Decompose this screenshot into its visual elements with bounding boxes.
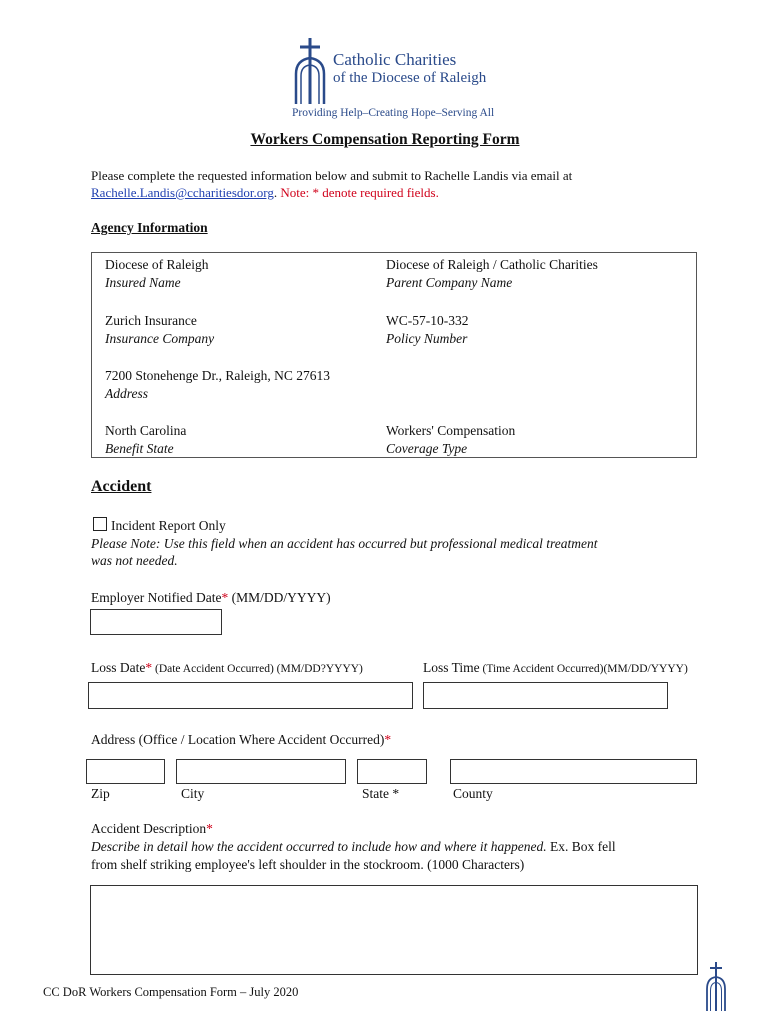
- accident-address-text: Address (Office / Location Where Accident Occurred): [91, 732, 385, 747]
- employer-notified-text: Employer Notified Date: [91, 590, 222, 605]
- cross-arch-logo-icon: [290, 38, 330, 106]
- benefit-state-label: Benefit State: [105, 441, 174, 456]
- insurance-company-value: Zurich Insurance: [105, 313, 197, 328]
- zip-label: Zip: [91, 786, 110, 801]
- coverage-type-value: Workers' Compensation: [386, 423, 516, 438]
- employer-notified-date-input[interactable]: [90, 609, 222, 635]
- insurance-company-label: Insurance Company: [105, 331, 215, 346]
- state-input[interactable]: [357, 759, 427, 784]
- policy-number-label: Policy Number: [386, 331, 468, 346]
- accident-description-label: [91, 821, 213, 837]
- agency-address-value: 7200 Stonehenge Dr., Raleigh, NC 27613: [105, 368, 330, 383]
- state-label: State *: [362, 786, 400, 801]
- coverage-type-label: Coverage Type: [386, 441, 468, 456]
- incident-report-checkbox[interactable]: [93, 517, 107, 531]
- agency-section-heading: Agency Information: [91, 220, 208, 235]
- required-asterisk: *: [145, 660, 153, 675]
- accident-description-help-line2: from shelf striking employee's left shoulder in the stockroom. (1000 Characters): [91, 857, 525, 872]
- org-name-line1: Catholic Charities: [333, 50, 457, 69]
- intro-text: Please complete the requested information below and submit to Rachelle Landis via email at: [91, 168, 573, 183]
- required-note: Note: * denote required fields.: [277, 185, 439, 200]
- accident-description-text: Accident Description: [91, 821, 207, 836]
- loss-date-label: [91, 660, 363, 676]
- city-label: City: [181, 786, 205, 801]
- loss-date-input[interactable]: [88, 682, 413, 709]
- incident-note-line2: was not needed.: [91, 553, 178, 568]
- description-help-example: Ex. Box fell: [546, 839, 616, 854]
- incident-report-label: Incident Report Only: [111, 518, 226, 533]
- incident-note-line1: Please Note: Use this field when an accident has occurred but professional medical treatment: [91, 536, 598, 551]
- loss-time-text: Loss Time: [423, 660, 480, 675]
- required-asterisk: *: [206, 821, 213, 836]
- loss-date-detail: (Date Accident Occurred) (MM/DD?YYYY): [152, 663, 363, 675]
- county-label: County: [453, 786, 493, 801]
- page-title: Workers Compensation Reporting Form: [250, 131, 520, 148]
- intro-dot: .: [273, 185, 278, 200]
- loss-time-label: [423, 660, 688, 676]
- org-name-line2: of the Diocese of Raleigh: [333, 70, 487, 86]
- accident-address-label: [91, 732, 391, 748]
- insured-name-value: Diocese of Raleigh: [105, 257, 209, 272]
- cross-arch-logo-icon: [703, 962, 729, 1012]
- agency-address-label: Address: [105, 386, 148, 401]
- description-help-italic: Describe in detail how the accident occurred to include how and where it happened.: [91, 839, 547, 854]
- parent-company-value: Diocese of Raleigh / Catholic Charities: [386, 257, 598, 272]
- parent-company-label: Parent Company Name: [386, 275, 513, 290]
- city-input[interactable]: [176, 759, 346, 784]
- footer-text: CC DoR Workers Compensation Form – July 2020: [43, 985, 299, 999]
- zip-input[interactable]: [86, 759, 165, 784]
- accident-section-heading: Accident: [91, 478, 152, 495]
- required-asterisk: *: [221, 590, 229, 605]
- org-tagline: Providing Help–Creating Hope–Serving All: [292, 107, 495, 119]
- benefit-state-value: North Carolina: [105, 423, 187, 438]
- employer-notified-label: [91, 590, 331, 606]
- accident-description-textarea[interactable]: [90, 885, 698, 975]
- insured-name-label: Insured Name: [105, 275, 181, 290]
- policy-number-value: WC-57-10-332: [386, 313, 469, 328]
- required-asterisk: *: [384, 732, 392, 747]
- employer-notified-format: (MM/DD/YYYY): [228, 590, 331, 605]
- intro-text-line2: [91, 185, 439, 201]
- email-link[interactable]: Rachelle.Landis@ccharitiesdor.org: [91, 185, 274, 200]
- loss-time-detail: (Time Accident Occurred)(MM/DD/YYYY): [479, 663, 688, 675]
- county-input[interactable]: [450, 759, 697, 784]
- loss-time-input[interactable]: [423, 682, 668, 709]
- accident-description-help: [91, 839, 616, 855]
- loss-date-text: Loss Date: [91, 660, 146, 675]
